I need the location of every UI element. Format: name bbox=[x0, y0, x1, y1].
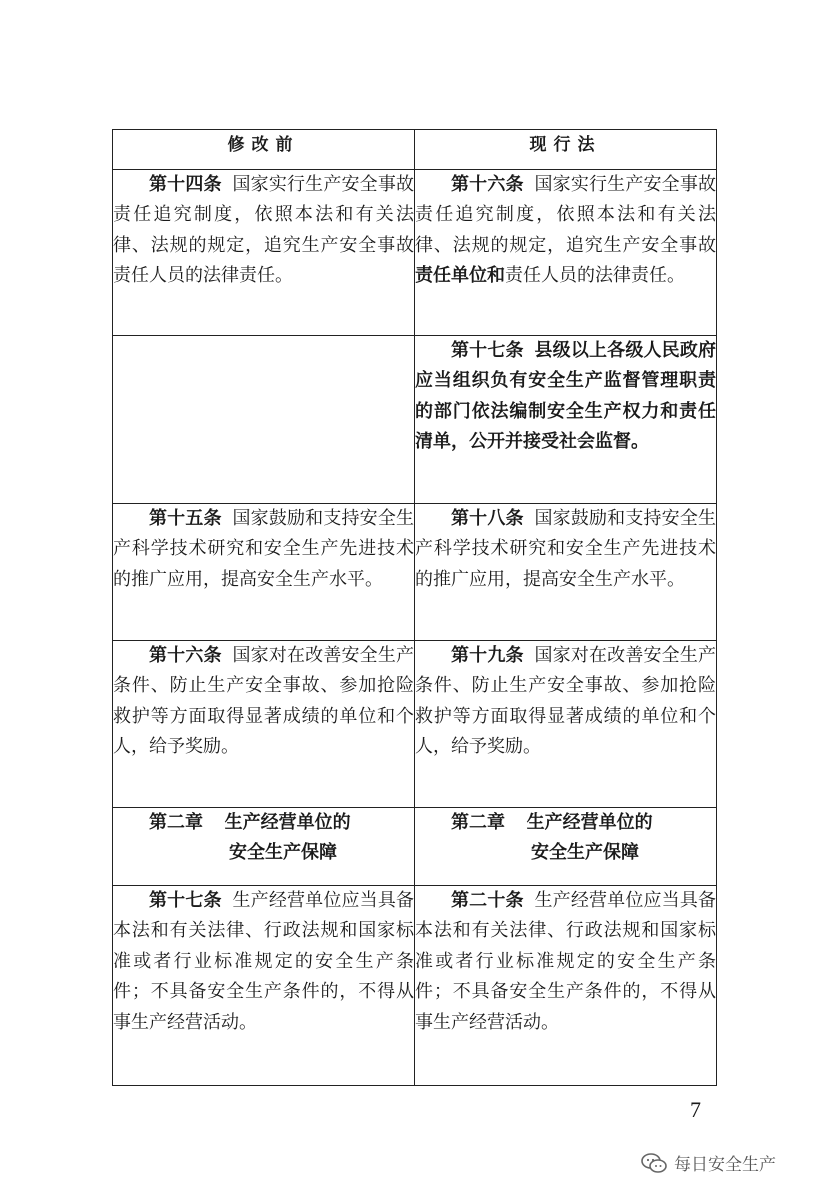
article-number: 第十九条 bbox=[451, 645, 524, 666]
new-chapter-cell bbox=[415, 808, 717, 886]
header-current-law: 现行法 bbox=[415, 130, 717, 170]
new-article-cell bbox=[415, 170, 717, 336]
table-row bbox=[113, 336, 717, 504]
wechat-icon bbox=[640, 1152, 668, 1174]
header-before-revision: 修改前 bbox=[113, 130, 415, 170]
article-text-amended: 责任单位和 bbox=[415, 265, 505, 287]
article-number: 第十六条 bbox=[149, 645, 222, 666]
page-number: 7 bbox=[690, 1097, 701, 1122]
article-number: 第二十条 bbox=[451, 890, 524, 911]
new-article-cell bbox=[415, 336, 717, 504]
old-article-cell bbox=[113, 641, 415, 808]
old-article-cell bbox=[113, 504, 415, 641]
article-number: 第十七条 bbox=[451, 340, 524, 361]
article-text: 国家鼓励和支持安全生产科学技术研究和安全生产先进技术的推广应用，提高安全生产水平。 bbox=[113, 508, 415, 590]
table-row bbox=[113, 886, 717, 1086]
article-text: 生产经营单位应当具备本法和有关法律、行政法规和国家标准或者行业标准规定的安全生产条件；不具备安全生产条件的，不得从事生产经营活动。 bbox=[113, 890, 415, 1033]
article-text: 国家实行生产安全事故责任追究制度，依照本法和有关法律、法规的规定，追究生产安全事故 bbox=[415, 174, 717, 256]
chapter-number: 第二章 bbox=[451, 812, 505, 833]
new-article-cell bbox=[415, 886, 717, 1086]
article-text: 责任人员的法律责任。 bbox=[505, 265, 685, 287]
article-text: 国家对在改善安全生产条件、防止生产安全事故、参加抢险救护等方面取得显著成绩的单位和个人，给予奖励。 bbox=[113, 645, 415, 758]
watermark-text: 每日安全生产 bbox=[674, 1155, 776, 1175]
article-number: 第十四条 bbox=[149, 174, 222, 195]
article-text-added: 县级以上各级人民政府应当组织负有安全生产监督管理职责的部门依法编制安全生产权力和责任清单，公开并接受社会监督。 bbox=[415, 340, 717, 453]
chapter-row bbox=[113, 808, 717, 886]
table-row bbox=[113, 504, 717, 641]
new-article-cell bbox=[415, 504, 717, 641]
table-row bbox=[113, 170, 717, 336]
old-article-cell bbox=[113, 170, 415, 336]
article-number: 第十六条 bbox=[451, 174, 524, 195]
chapter-subtitle: 安全生产保障 bbox=[229, 842, 337, 863]
chapter-title: 生产经营单位的 bbox=[526, 812, 653, 833]
header-row bbox=[113, 130, 717, 170]
article-number: 第十五条 bbox=[149, 508, 222, 529]
table-row bbox=[113, 641, 717, 808]
article-text: 国家实行生产安全事故责任追究制度，依照本法和有关法律、法规的规定，追究生产安全事故责任人员的法律责任。 bbox=[113, 174, 415, 287]
chapter-title: 生产经营单位的 bbox=[224, 812, 351, 833]
chapter-subtitle: 安全生产保障 bbox=[531, 842, 639, 863]
new-article-cell bbox=[415, 641, 717, 808]
comparison-table bbox=[112, 129, 717, 1086]
chapter-number: 第二章 bbox=[149, 812, 203, 833]
article-text: 国家对在改善安全生产条件、防止生产安全事故、参加抢险救护等方面取得显著成绩的单位和个人，给予奖励。 bbox=[415, 645, 717, 758]
article-number: 第十七条 bbox=[149, 890, 222, 911]
watermark bbox=[640, 1150, 776, 1175]
article-text: 生产经营单位应当具备本法和有关法律、行政法规和国家标准或者行业标准规定的安全生产条件；不具备安全生产条件的，不得从事生产经营活动。 bbox=[415, 890, 717, 1033]
article-text: 国家鼓励和支持安全生产科学技术研究和安全生产先进技术的推广应用，提高安全生产水平。 bbox=[415, 508, 717, 590]
article-number: 第十八条 bbox=[451, 508, 524, 529]
old-article-cell-empty bbox=[113, 336, 415, 504]
old-chapter-cell bbox=[113, 808, 415, 886]
old-article-cell bbox=[113, 886, 415, 1086]
